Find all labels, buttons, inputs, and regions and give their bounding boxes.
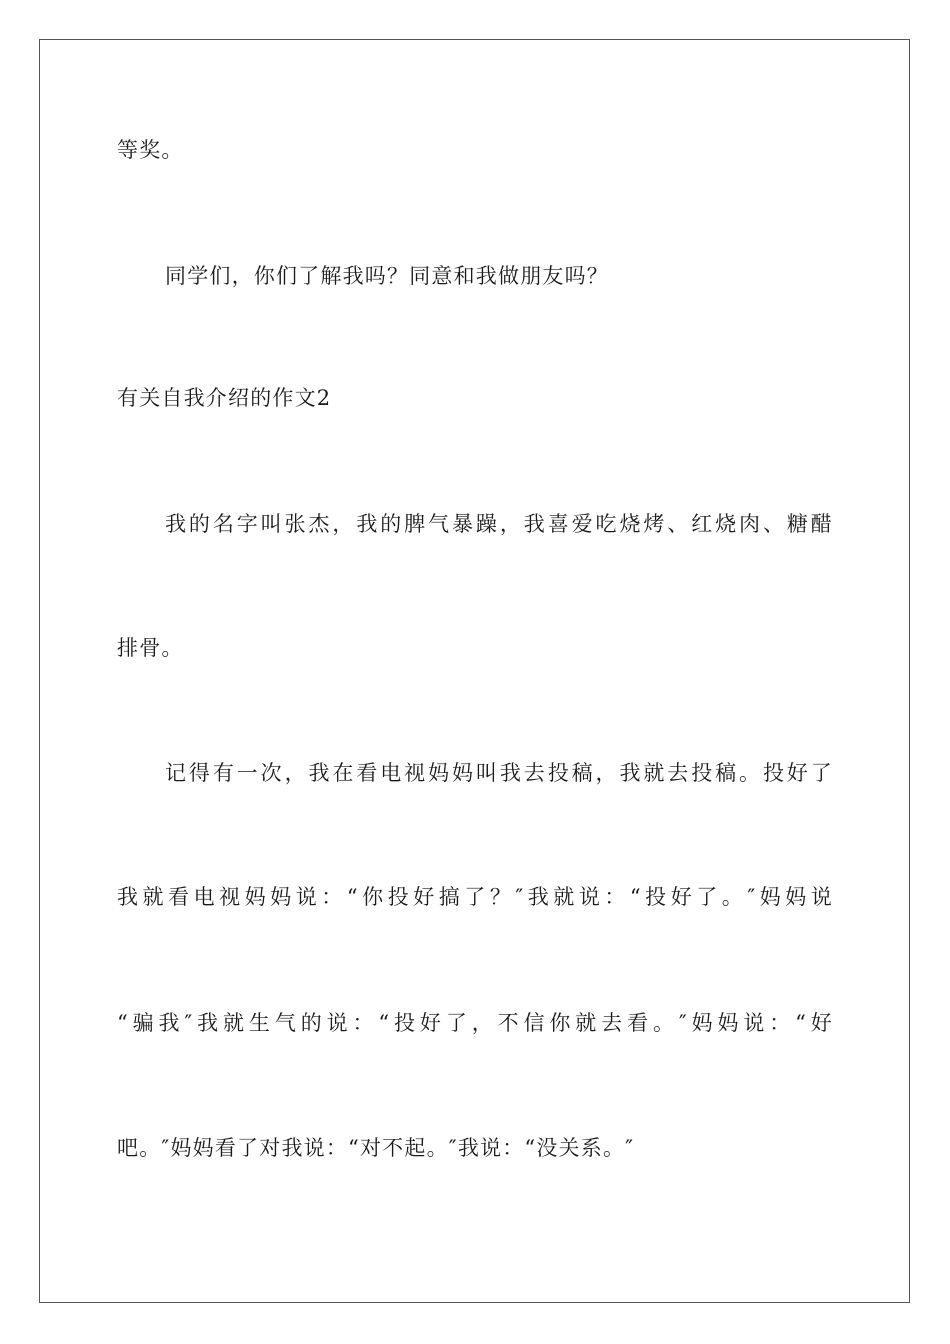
paragraph-line-6: 我就看电视妈妈说：“你投好搞了？″我就说：“投好了。″妈妈说 <box>117 885 833 909</box>
paragraph-line-1: 等奖。 <box>117 138 184 162</box>
paragraph-line-4: 排骨。 <box>117 636 184 660</box>
paragraph-line-7: “骗我″我就生气的说：“投好了，不信你就去看。″妈妈说：“好 <box>117 1011 833 1035</box>
paragraph-line-8: 吧。″妈妈看了对我说：“对不起。″我说：“没关系。″ <box>117 1136 635 1160</box>
paragraph-line-3: 我的名字叫张杰，我的脾气暴躁，我喜爱吃烧烤、红烧肉、糖醋 <box>165 512 833 536</box>
paragraph-line-5: 记得有一次，我在看电视妈妈叫我去投稿，我就去投稿。投好了 <box>165 761 833 785</box>
section-heading: 有关自我介绍的作文2 <box>117 386 332 410</box>
page-border <box>39 39 910 1303</box>
paragraph-line-2: 同学们，你们了解我吗？同意和我做朋友吗？ <box>165 264 609 288</box>
